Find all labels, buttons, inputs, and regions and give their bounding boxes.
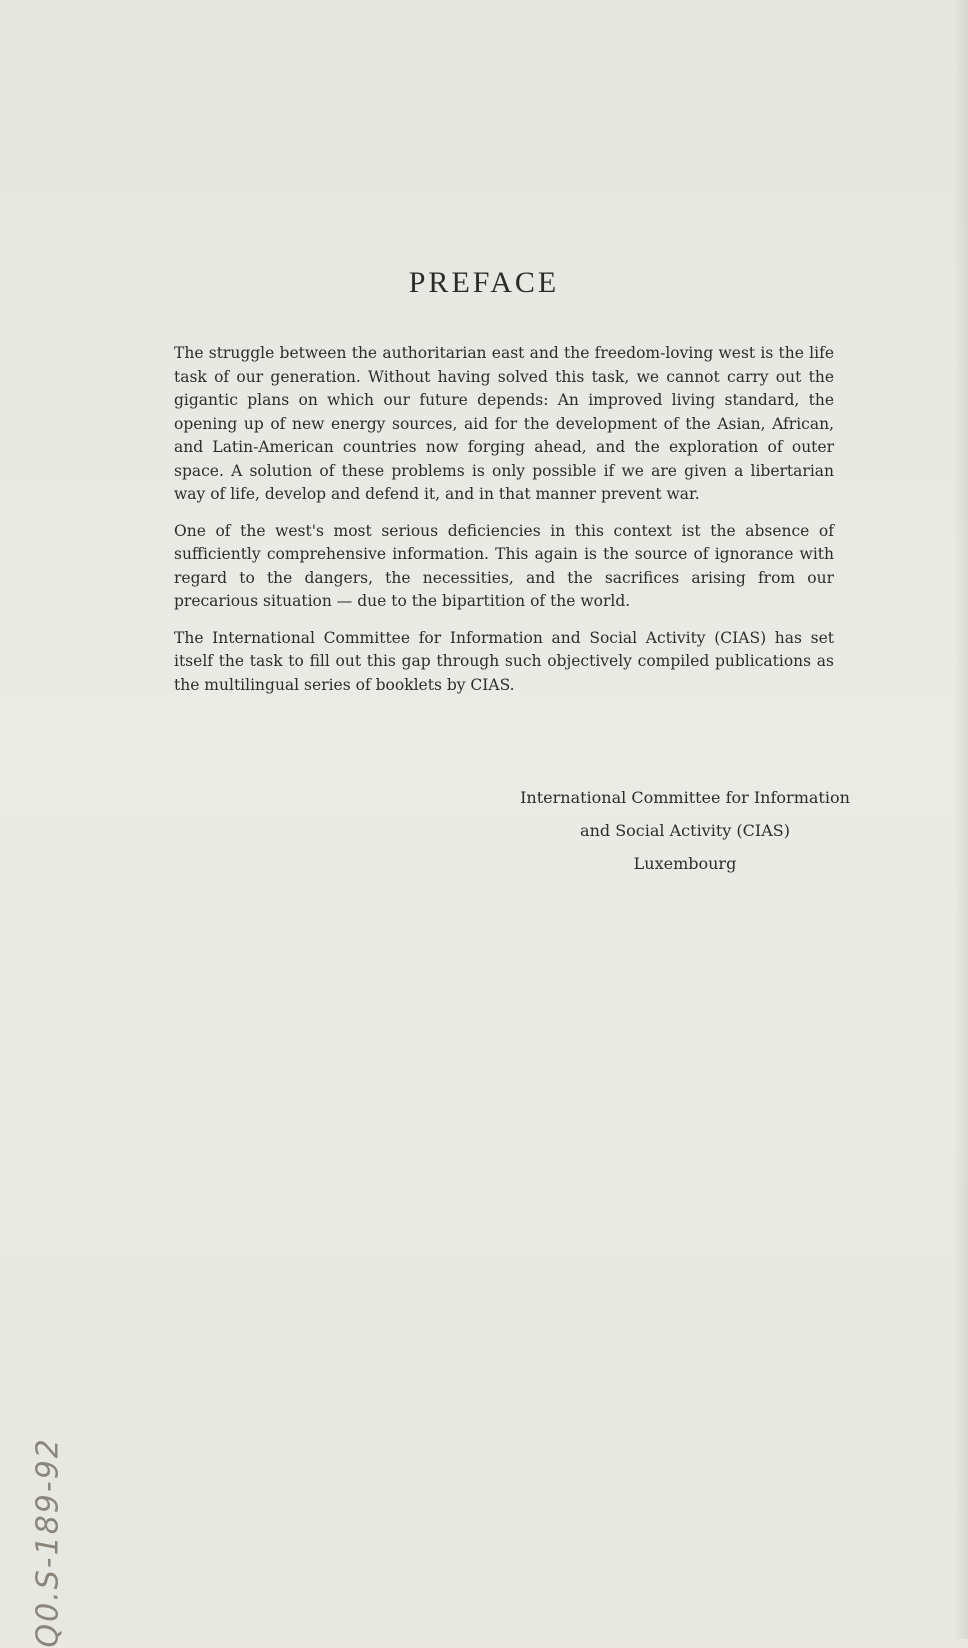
preface-body	[174, 342, 834, 710]
paragraph-2: One of the west's most serious deficiencies in this context ist the absence of sufficiently comprehensive information. This again is the source of ignorance with regard to the dangers, the necessities, and the sacrifices arising from our precarious situation — due to the bipartition of the world.	[174, 521, 834, 610]
page-title: PREFACE	[408, 266, 560, 299]
handwritten-margin-note: Q0.S-189-92	[30, 1437, 66, 1648]
signature-line-3: Luxembourg	[633, 854, 737, 873]
signature-line-2: and Social Activity (CIAS)	[580, 821, 790, 840]
signature-line-1: International Committee for Information	[520, 788, 850, 807]
signature-block	[500, 781, 870, 880]
page-edge-shadow	[954, 0, 968, 1639]
paragraph-1: The struggle between the authoritarian east and the freedom-loving west is the life task of our generation. Without having solved this task, we cannot carry out the gigantic plans on which our future depends: An improved living standard, the opening up of new energy sources, aid for the development of the Asian, African, and Latin-American countries now forging ahead, and the exploration of outer space. A solution of these problems is only possible if we are given a libertarian way of life, develop and defend it, and in that manner prevent war.	[174, 344, 834, 503]
paragraph-3: The International Committee for Information and Social Activity (CIAS) has set itself the task to fill out this gap through such objectively compiled publications as the multilingual series of booklets by CIAS.	[174, 628, 834, 694]
